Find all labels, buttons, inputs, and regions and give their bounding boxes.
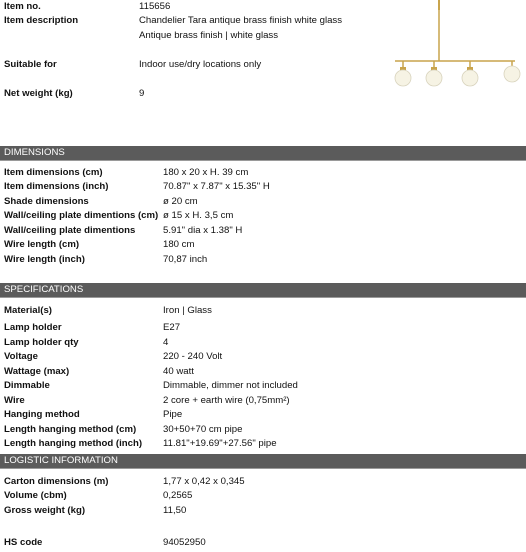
spec-label: Voltage [4,351,38,362]
dimension-label: Wall/ceiling plate dimentions [4,225,136,236]
dimensions-section-header [0,146,526,161]
dimension-value: 70.87" x 7.87" x 15.35" H [163,181,270,192]
glass-globe-1 [395,70,411,86]
glass-globe-3 [462,70,478,86]
spec-value: Dimmable, dimmer not included [163,380,298,391]
spec-value: E27 [163,322,181,333]
spec-label: Hanging method [4,409,80,420]
spec-label: Material(s) [4,305,52,316]
dimension-label: Wire length (inch) [4,254,85,265]
spec-label: Wattage (max) [4,366,70,377]
dimension-value: 70,87 inch [163,254,208,265]
logistic-value: 11,50 [163,505,187,516]
chandelier-frame [395,0,515,71]
item-description-label: Item description [4,15,79,26]
logistic-title: LOGISTIC INFORMATION [4,455,118,466]
spec-value: 4 [163,337,169,348]
hs-code-value: 94052950 [163,537,206,548]
dimension-label: Item dimensions (inch) [4,181,109,192]
logistic-value: 0,2565 [163,490,193,501]
spec-value: 40 watt [163,366,194,377]
spec-label: Wire [4,395,25,406]
glass-globe-2 [426,70,442,86]
spec-label: Lamp holder qty [4,337,79,348]
spec-value: 2 core + earth wire (0,75mm²) [163,395,290,406]
item-no-label: Item no. [4,1,41,12]
dimensions-title: DIMENSIONS [4,147,65,158]
spec-label: Dimmable [4,380,50,391]
suitable-for-label: Suitable for [4,59,57,70]
logistic-label: Carton dimensions (m) [4,476,109,487]
glass-globe-4 [504,66,520,82]
dimension-value: 180 x 20 x H. 39 cm [163,167,249,178]
logistic-value: 1,77 x 0,42 x 0,345 [163,476,245,487]
dimension-value: 5.91" dia x 1.38" H [163,225,243,236]
spec-label: Length hanging method (cm) [4,424,137,435]
item-description-line2: Antique brass finish | white glass [139,30,279,41]
specifications-section-header [0,283,526,298]
hs-code-label: HS code [4,537,43,548]
item-no-value: 115656 [139,1,171,12]
net-weight-label: Net weight (kg) [4,88,73,99]
spec-value: 30+50+70 cm pipe [163,424,243,435]
logistic-label: Gross weight (kg) [4,505,86,516]
spec-value: 220 - 240 Volt [163,351,223,362]
chandelier-product-image [375,0,526,95]
item-description-line1: Chandelier Tara antique brass finish white glass [139,15,343,26]
logistic-section-header [0,454,526,469]
spec-value: Pipe [163,409,183,420]
dimension-label: Shade dimensions [4,196,89,207]
spec-label: Lamp holder [4,322,62,333]
dimension-label: Item dimensions (cm) [4,167,103,178]
dimension-label: Wall/ceiling plate dimentions (cm) [4,210,159,221]
logistic-label: Volume (cbm) [4,490,67,501]
spec-label: Length hanging method (inch) [4,438,143,449]
specifications-title: SPECIFICATIONS [4,284,84,295]
dimension-value: 180 cm [163,239,195,250]
dimension-value: ø 20 cm [163,196,198,207]
suitable-for-value: Indoor use/dry locations only [139,59,262,70]
dimension-label: Wire length (cm) [4,239,80,250]
net-weight-value: 9 [139,88,145,99]
spec-value: 11.81"+19.69"+27.56" pipe [163,438,277,449]
dimension-value: ø 15 x H. 3,5 cm [163,210,234,221]
spec-value: Iron | Glass [163,305,212,316]
